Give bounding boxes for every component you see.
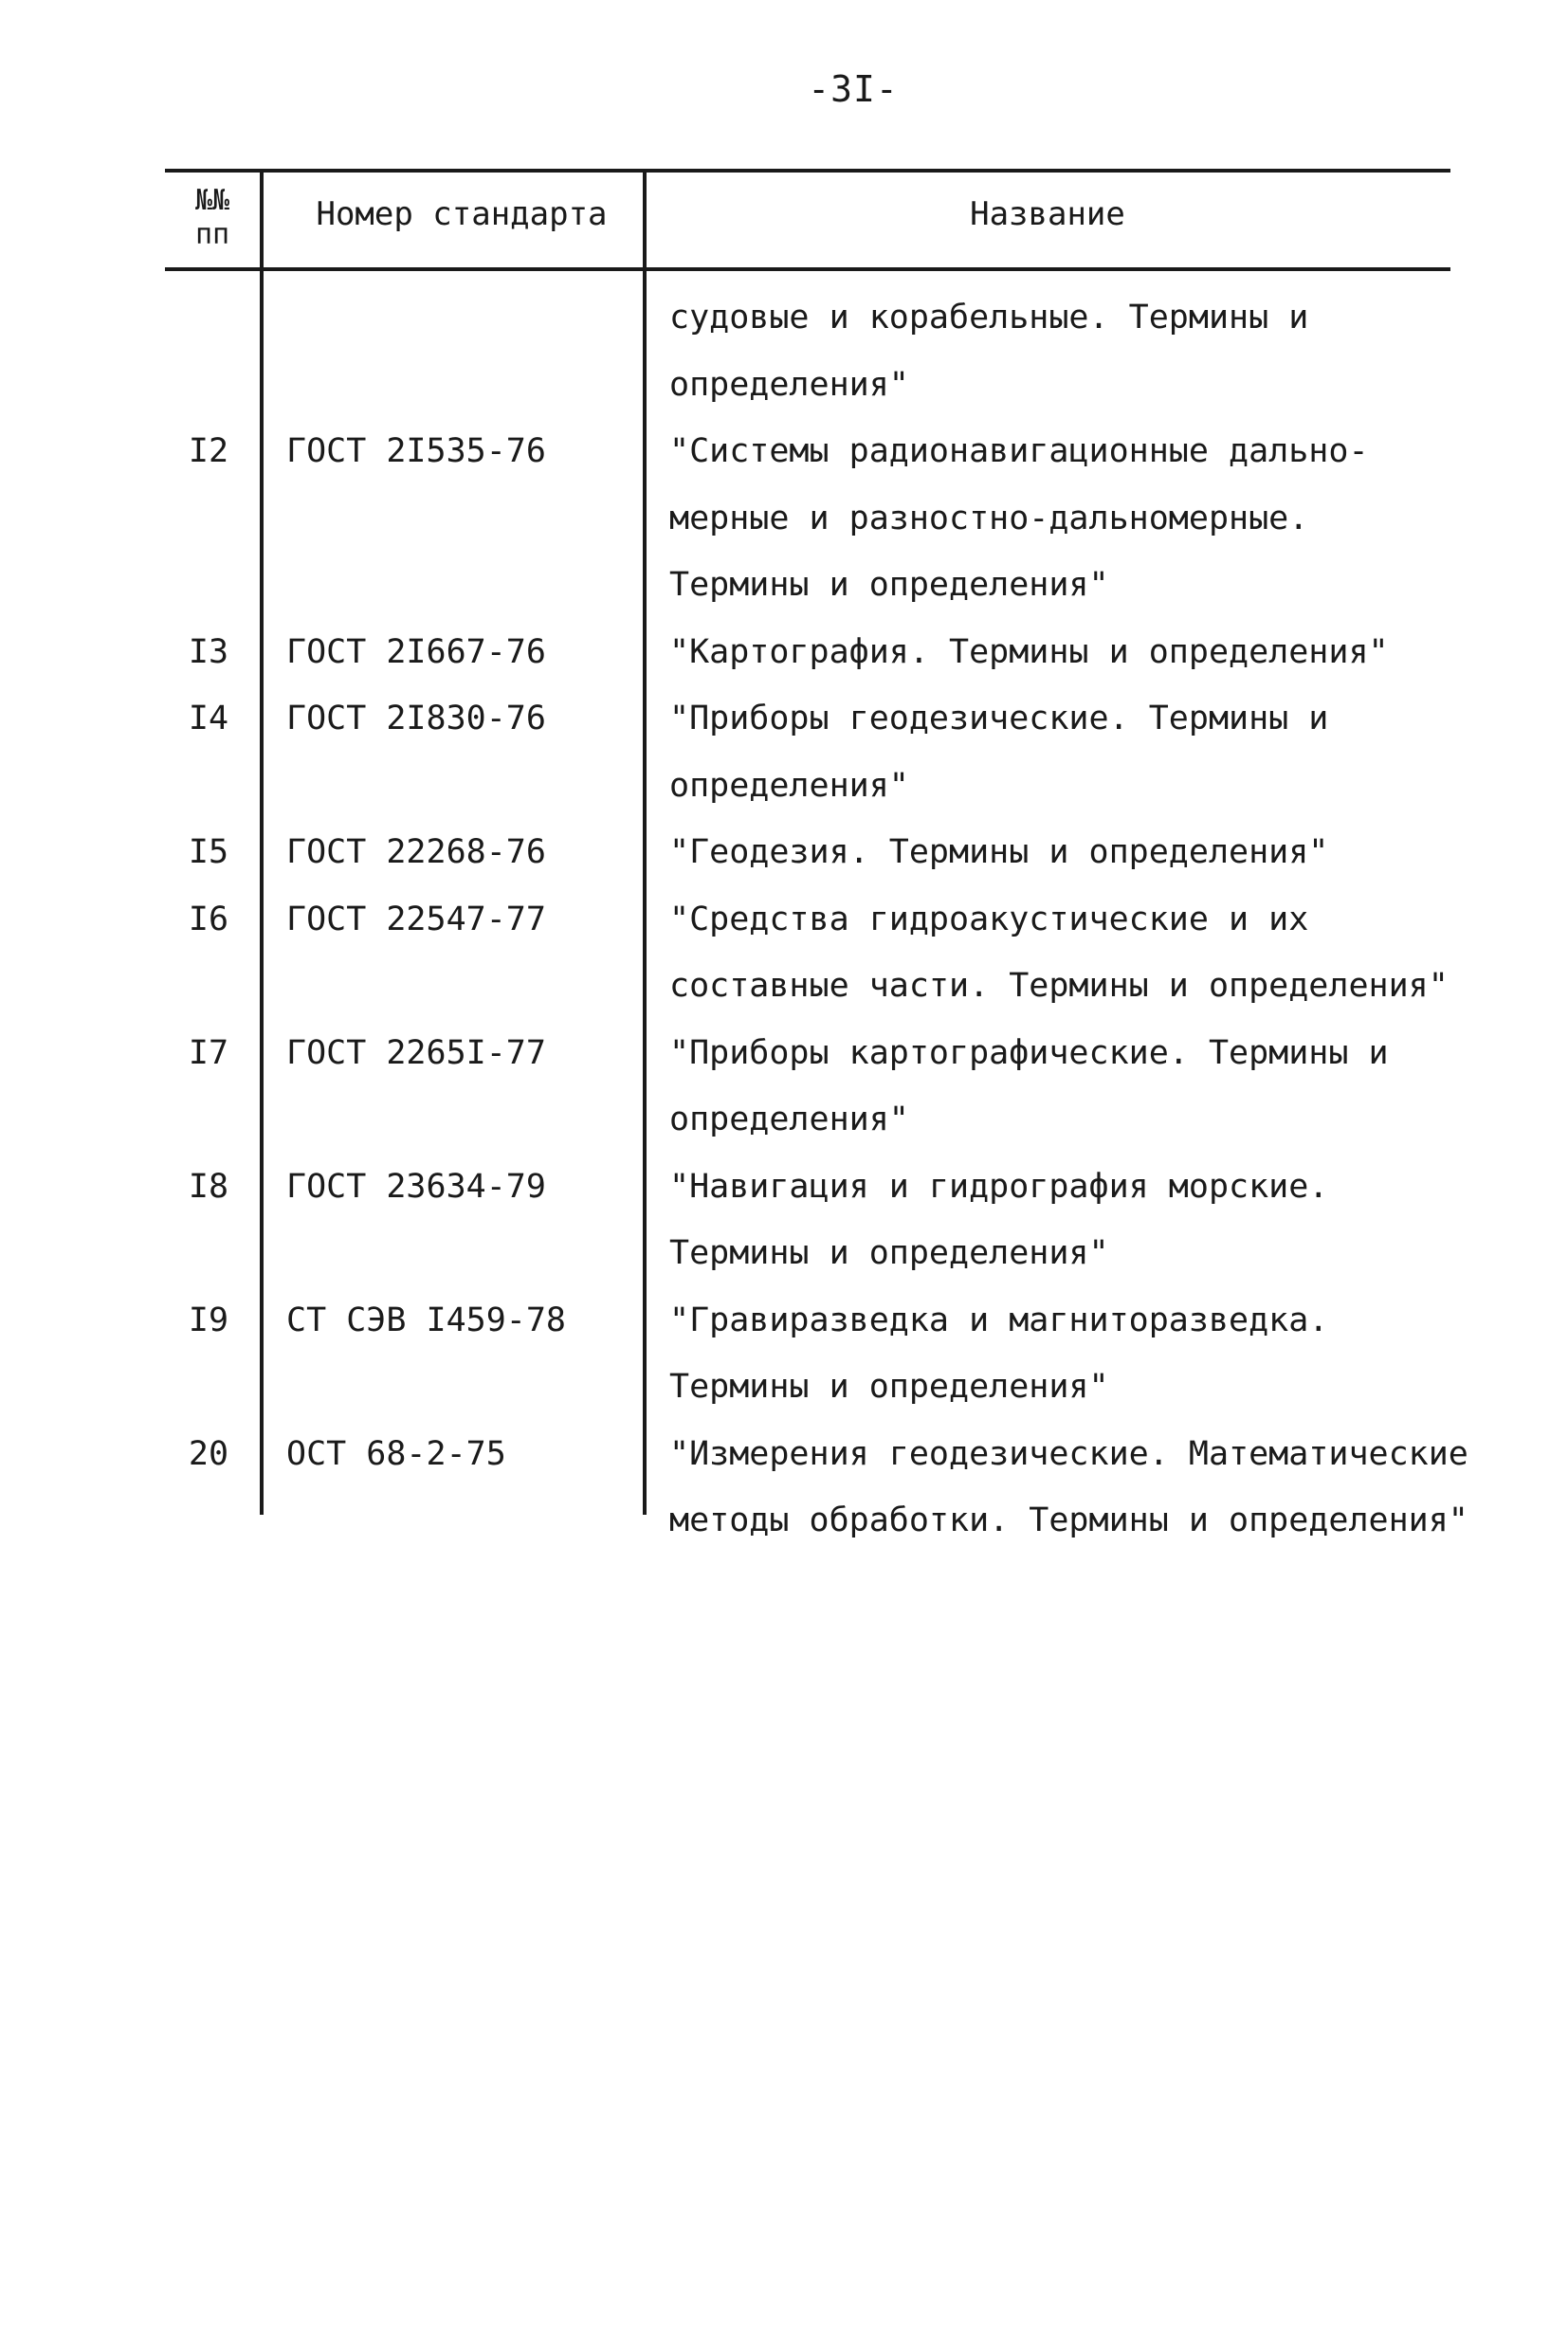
table-row xyxy=(0,685,1568,819)
row-number: I7 xyxy=(188,1033,229,1072)
standard-title: "Картография. Термины и определения" xyxy=(669,632,1389,671)
standard-number: ГОСТ 22268-76 xyxy=(286,833,546,871)
standard-number: ГОСТ 2I830-76 xyxy=(286,700,546,737)
table-row xyxy=(0,1287,1568,1421)
row-number: I3 xyxy=(188,632,229,671)
row-number: I9 xyxy=(188,1301,229,1339)
standard-title: "Средства гидроакустические и их составные части. Термины и определения" xyxy=(669,900,1449,1005)
standard-title: "Системы радионавигационные дально- мерные и разностно-дальномерные. Термины и определения" xyxy=(669,432,1369,604)
standard-number: ОСТ 68-2-75 xyxy=(286,1434,506,1473)
table-row xyxy=(0,619,1568,686)
standard-title: "Геодезия. Термины и определения" xyxy=(669,833,1329,871)
page-number: -3I- xyxy=(808,68,899,110)
standard-number: ГОСТ 2I667-76 xyxy=(286,632,546,671)
row-number: I8 xyxy=(188,1167,229,1206)
header-standard-number: Номер стандарта xyxy=(316,195,608,233)
standard-title: "Измерения геодезические. Математические методы обработки. Термины и определения" xyxy=(669,1434,1468,1539)
standard-title: судовые и корабельные. Термины и определения" xyxy=(669,299,1309,404)
table-row xyxy=(0,819,1568,886)
standard-number: СТ СЭВ I459-78 xyxy=(286,1301,567,1339)
row-number: I5 xyxy=(188,833,229,871)
table-body xyxy=(0,284,1568,1555)
table-row xyxy=(0,1020,1568,1154)
header-row-number: №№ пп xyxy=(194,184,230,251)
table-row xyxy=(0,284,1568,418)
header-title: Название xyxy=(970,195,1125,233)
standard-title: "Приборы картографические. Термины и определения" xyxy=(669,1033,1389,1138)
standard-title: "Гравиразведка и магниторазведка. Термины и определения" xyxy=(669,1301,1329,1406)
standard-number: ГОСТ 22547-77 xyxy=(286,900,546,938)
table-header-bottom-rule xyxy=(165,267,1450,271)
table-row xyxy=(0,418,1568,619)
row-number: I6 xyxy=(188,900,229,938)
row-number: I4 xyxy=(188,700,229,737)
table-top-rule xyxy=(165,169,1450,173)
standard-number: ГОСТ 2I535-76 xyxy=(286,432,546,470)
standard-number: ГОСТ 23634-79 xyxy=(286,1167,546,1206)
row-number: 20 xyxy=(188,1434,229,1473)
row-number: I2 xyxy=(188,432,229,470)
standard-title: "Навигация и гидрография морские. Термины и определения" xyxy=(669,1167,1329,1272)
standard-title: "Приборы геодезические. Термины и определения" xyxy=(669,700,1329,805)
table-row xyxy=(0,1421,1568,1555)
table-row xyxy=(0,1154,1568,1287)
standard-number: ГОСТ 2265I-77 xyxy=(286,1033,546,1072)
table-row xyxy=(0,886,1568,1020)
